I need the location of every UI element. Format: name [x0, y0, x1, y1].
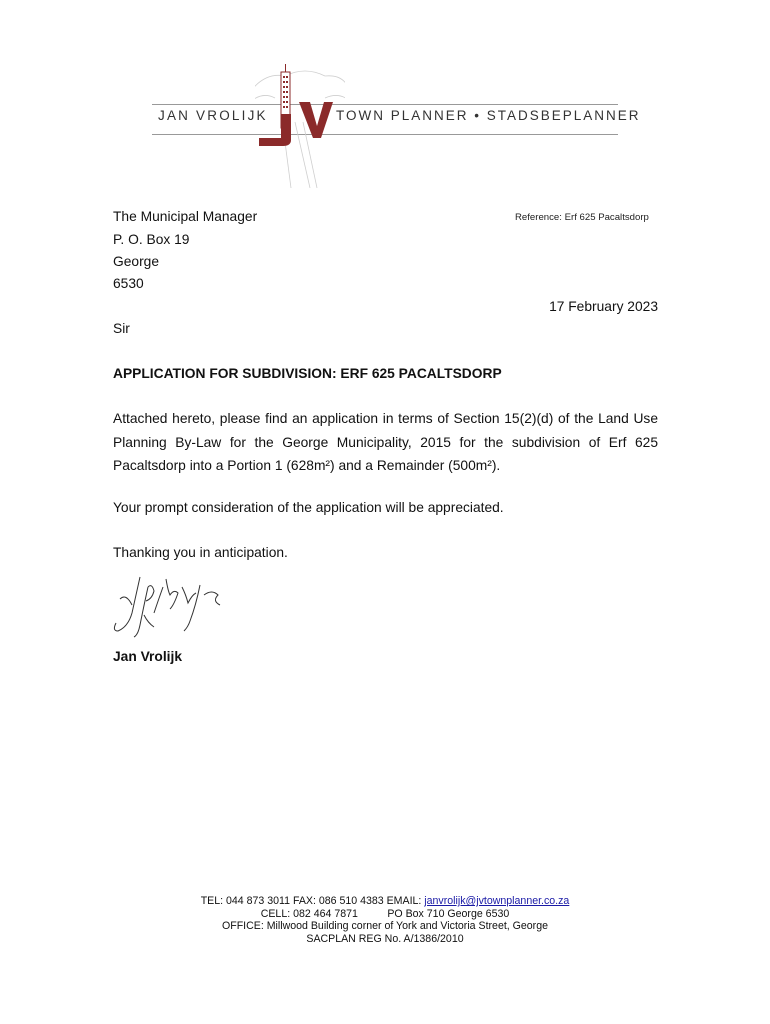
letterhead-rule-top — [152, 104, 618, 105]
recipient-line-1: The Municipal Manager — [113, 209, 258, 224]
letterhead-title: TOWN PLANNER • STADSBEPLANNER — [336, 108, 641, 123]
body-paragraph-2: Your prompt consideration of the application will be appreciated. — [113, 500, 504, 515]
footer-line-2: CELL: 082 464 7871 PO Box 710 George 6530 — [260, 907, 510, 920]
body-paragraph-1 — [113, 407, 658, 478]
letterhead-name: JAN VROLIJK — [158, 108, 268, 123]
j-letter — [259, 114, 291, 146]
letter-date: 17 February 2023 — [549, 299, 658, 314]
signatory-name: Jan Vrolijk — [113, 649, 183, 664]
reference: Reference: Erf 625 Pacaltsdorp — [515, 212, 649, 223]
footer-line-3: OFFICE: Millwood Building corner of York and Victoria Street, George — [221, 920, 548, 933]
letterhead-rule-bottom — [152, 134, 618, 135]
footer-line-4: SACPLAN REG No. A/1386/2010 — [306, 933, 464, 946]
footer-email-link[interactable]: janvrolijk@jvtownplanner.co.za — [424, 895, 570, 907]
recipient-line-2: P. O. Box 19 — [113, 232, 190, 247]
salutation: Sir — [113, 321, 130, 336]
body-line-1: Attached hereto, please find an application in terms of Section 15(2)(d) of the Land Use — [113, 411, 658, 426]
jv-logo — [255, 62, 345, 188]
recipient-line-3: George — [113, 254, 160, 269]
v-letter — [299, 102, 333, 138]
footer-contact — [120, 895, 650, 946]
footer-tel-fax: TEL: 044 873 3011 FAX: 086 510 4383 EMAIL: — [200, 895, 425, 907]
handwritten-signature — [108, 565, 233, 645]
body-paragraph-3: Thanking you in anticipation. — [113, 545, 288, 560]
footer-line-1 — [120, 895, 650, 908]
recipient-line-4: 6530 — [113, 276, 144, 291]
building-sketch — [255, 71, 345, 188]
subject-heading: APPLICATION FOR SUBDIVISION: ERF 625 PACALTSDORP — [113, 366, 502, 381]
body-line-3: Pacaltsdorp into a Portion 1 (628m²) and a Remainder (500m²). — [113, 458, 501, 473]
body-line-2: Planning By-Law for the George Municipality, 2015 for the subdivision of Erf 625 — [113, 434, 658, 450]
